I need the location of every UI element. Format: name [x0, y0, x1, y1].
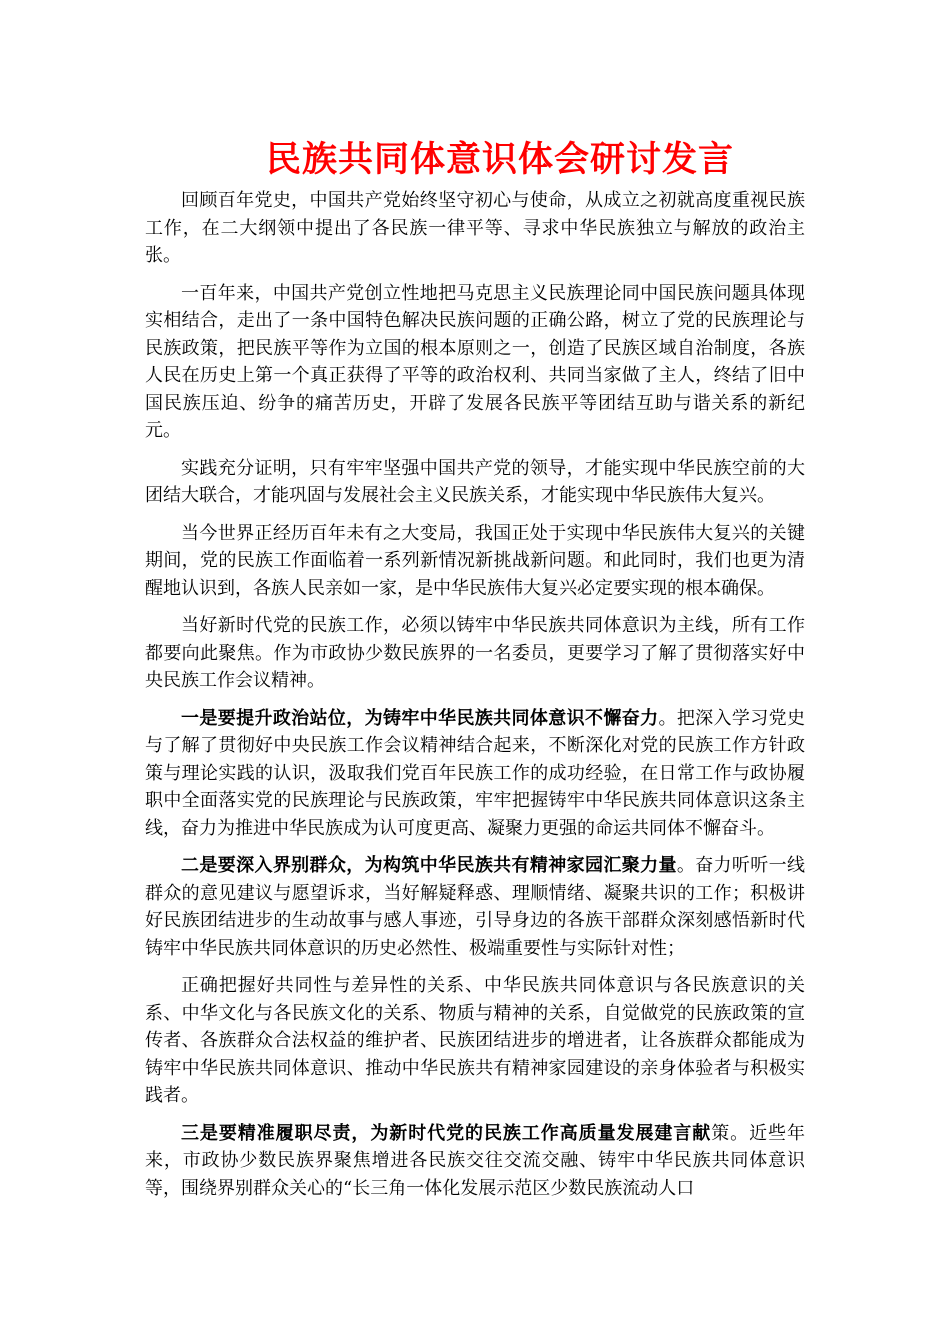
paragraph — [145, 520, 805, 603]
paragraph-text: 当好新时代党的民族工作，必须以铸牢中华民族共同体意识为主线，所有工作都要向此聚焦。作为市政协少数民族界的一名委员，更要学习了解了贯彻落实好中央民族工作会议精神。 — [145, 615, 805, 691]
paragraph — [145, 1120, 805, 1203]
paragraph-text: 实践充分证明，只有牢牢坚强中国共产党的领导，才能实现中华民族空前的大团结大联合，才能巩固与发展社会主义民族关系，才能实现中华民族伟大复兴。 — [145, 457, 805, 506]
paragraph-text: 。把深入学习党史与了解了贯彻好中央民族工作会议精神结合起来，不断深化对党的民族工作方针政策与理论实践的认识，汲取我们党百年民族工作的成功经验，在日常工作与政协履职中全面落实党的民族理论与民族政策，牢牢把握铸牢中华民族共同体意识这条主线，奋力为推进中华民族成为认可度更高、凝聚力更强的命运共同体不懈奋斗。 — [145, 707, 805, 839]
paragraph-heading: 一是要提升政治站位，为铸牢中华民族共同体意识不懈奋力 — [181, 707, 659, 729]
document-title: 民族共同体意识体会研讨发言 — [265, 139, 734, 180]
paragraph — [145, 187, 805, 270]
paragraph — [145, 852, 805, 962]
paragraph-text: 一百年来，中国共产党创立性地把马克思主义民族理论同中国民族问题具体现实相结合，走出了一条中国特色解决民族问题的正确公路，树立了党的民族理论与民族政策，把民族平等作为立国的根本原则之一，创造了民族区域自治制度，各族人民在历史上第一个真正获得了平等的政治权利、共同当家做了主人，终结了旧中国民族压迫、纷争的痛苦历史，开辟了发展各民族平等团结互助与谐关系的新纪元。 — [145, 282, 805, 441]
paragraph — [145, 455, 805, 510]
paragraph-heading: 三是要精准履职尽责，为新时代党的民族工作高质量发展建言献 — [181, 1122, 712, 1144]
document-body — [145, 187, 805, 1212]
paragraph-text: 当今世界正经历百年未有之大变局，我国正处于实现中华民族伟大复兴的关键期间，党的民族工作面临着一系列新情况新挑战新问题。和此同时，我们也更为清醒地认识到，各族人民亲如一家，是中华民族伟大复兴必定要实现的根本确保。 — [145, 522, 805, 599]
paragraph-heading: 二是要深入界别群众，为构筑中华民族共有精神家园汇聚力量 — [181, 855, 677, 876]
paragraph — [145, 705, 805, 843]
paragraph-text: 。奋力听听一线群众的意见建议与愿望诉求，当好解疑释惑、理顺情绪、凝聚共识的工作；积极讲好民族团结进步的生动故事与感人事迹，引导身边的各族干部群众深刻感悟新时代铸牢中华民族共同体意识的历史必然性、极端重要性与实际针对性； — [145, 855, 806, 959]
paragraph — [145, 612, 805, 695]
paragraph-text: 正确把握好共同性与差异性的关系、中华民族共同体意识与各民族意识的关系、中华文化与各民族文化的关系、物质与精神的关系，自觉做党的民族政策的宣传者、各族群众合法权益的维护者、民族团结进步的增进者，让各族群众都能成为铸牢中华民族共同体意识、推动中华民族共有精神家园建设的亲身体验者与积极实践者。 — [145, 975, 805, 1106]
paragraph — [145, 972, 805, 1110]
paragraph-text: 回顾百年党史，中国共产党始终坚守初心与使命，从成立之初就高度重视民族工作，在二大纲领中提出了各民族一律平等、寻求中华民族独立与解放的政治主张。 — [145, 190, 805, 266]
paragraph — [145, 280, 805, 445]
paragraph-text: 策。近些年来，市政协少数民族界聚焦增进各民族交往交流交融、铸牢中华民族共同体意识等，围绕界别群众关心的“长三角一体化发展示范区少数民族流动人口 — [145, 1122, 805, 1199]
